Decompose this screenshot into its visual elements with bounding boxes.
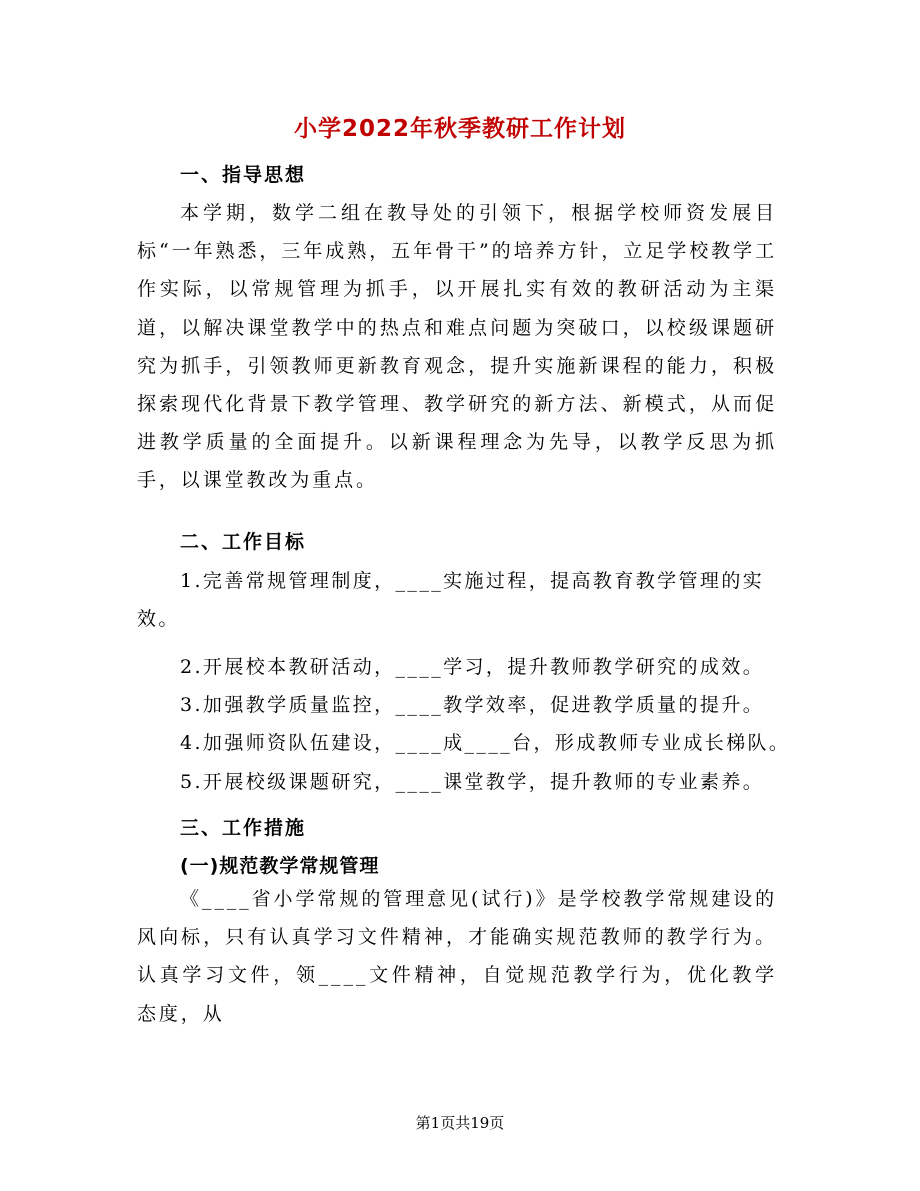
- goal-item: 1.完善常规管理制度，____实施过程，提高教育教学管理的实效。: [137, 570, 765, 631]
- goal-item: 5.开展校级课题研究，____课堂教学，提升教师的专业素养。: [180, 771, 765, 793]
- section-heading-work-measures: 三、工作措施: [180, 817, 307, 839]
- goal-item: 4.加强师资队伍建设，____成____台，形成教师专业成长梯队。: [180, 732, 791, 754]
- measures-paragraph: 《____省小学常规的管理意见(试行)》是学校教学常规建设的风向标，只有认真学习文件精神，才能确实规范教师的教学行为。认真学习文件，领____文件精神，自觉规范教学行为，优化教学态度，从: [137, 888, 777, 1025]
- page-footer: 第1页共19页: [415, 1114, 505, 1132]
- goal-item: 3.加强教学质量监控，____教学效率，促进教学质量的提升。: [180, 694, 765, 716]
- section-heading-work-goals: 二、工作目标: [180, 531, 307, 553]
- goal-item: 2.开展校本教研活动，____学习，提升教师教学研究的成效。: [180, 656, 765, 678]
- section-heading-guiding-ideology: 一、指导思想: [180, 164, 307, 186]
- page-title: 小学2022年秋季教研工作计划: [293, 116, 626, 142]
- guiding-ideology-paragraph: 本学期，数学二组在教导处的引领下，根据学校师资发展目标“一年熟悉，三年成熟，五年骨干”的培养方针，立足学校教学工作实际，以常规管理为抓手，以开展扎实有效的教研活动为主渠道，以解决课堂教学中的热点和难点问题为突破口，以校级课题研究为抓手，引领教师更新教育观念，提升实施新课程的能力，积极探索现代化背景下教学管理、教学研究的新方法、新模式，从而促进教学质量的全面提升。以新课程理念为先导，以教学反思为抓手，以课堂教改为重点。: [137, 202, 777, 492]
- subsection-heading: (一)规范教学常规管理: [180, 855, 380, 877]
